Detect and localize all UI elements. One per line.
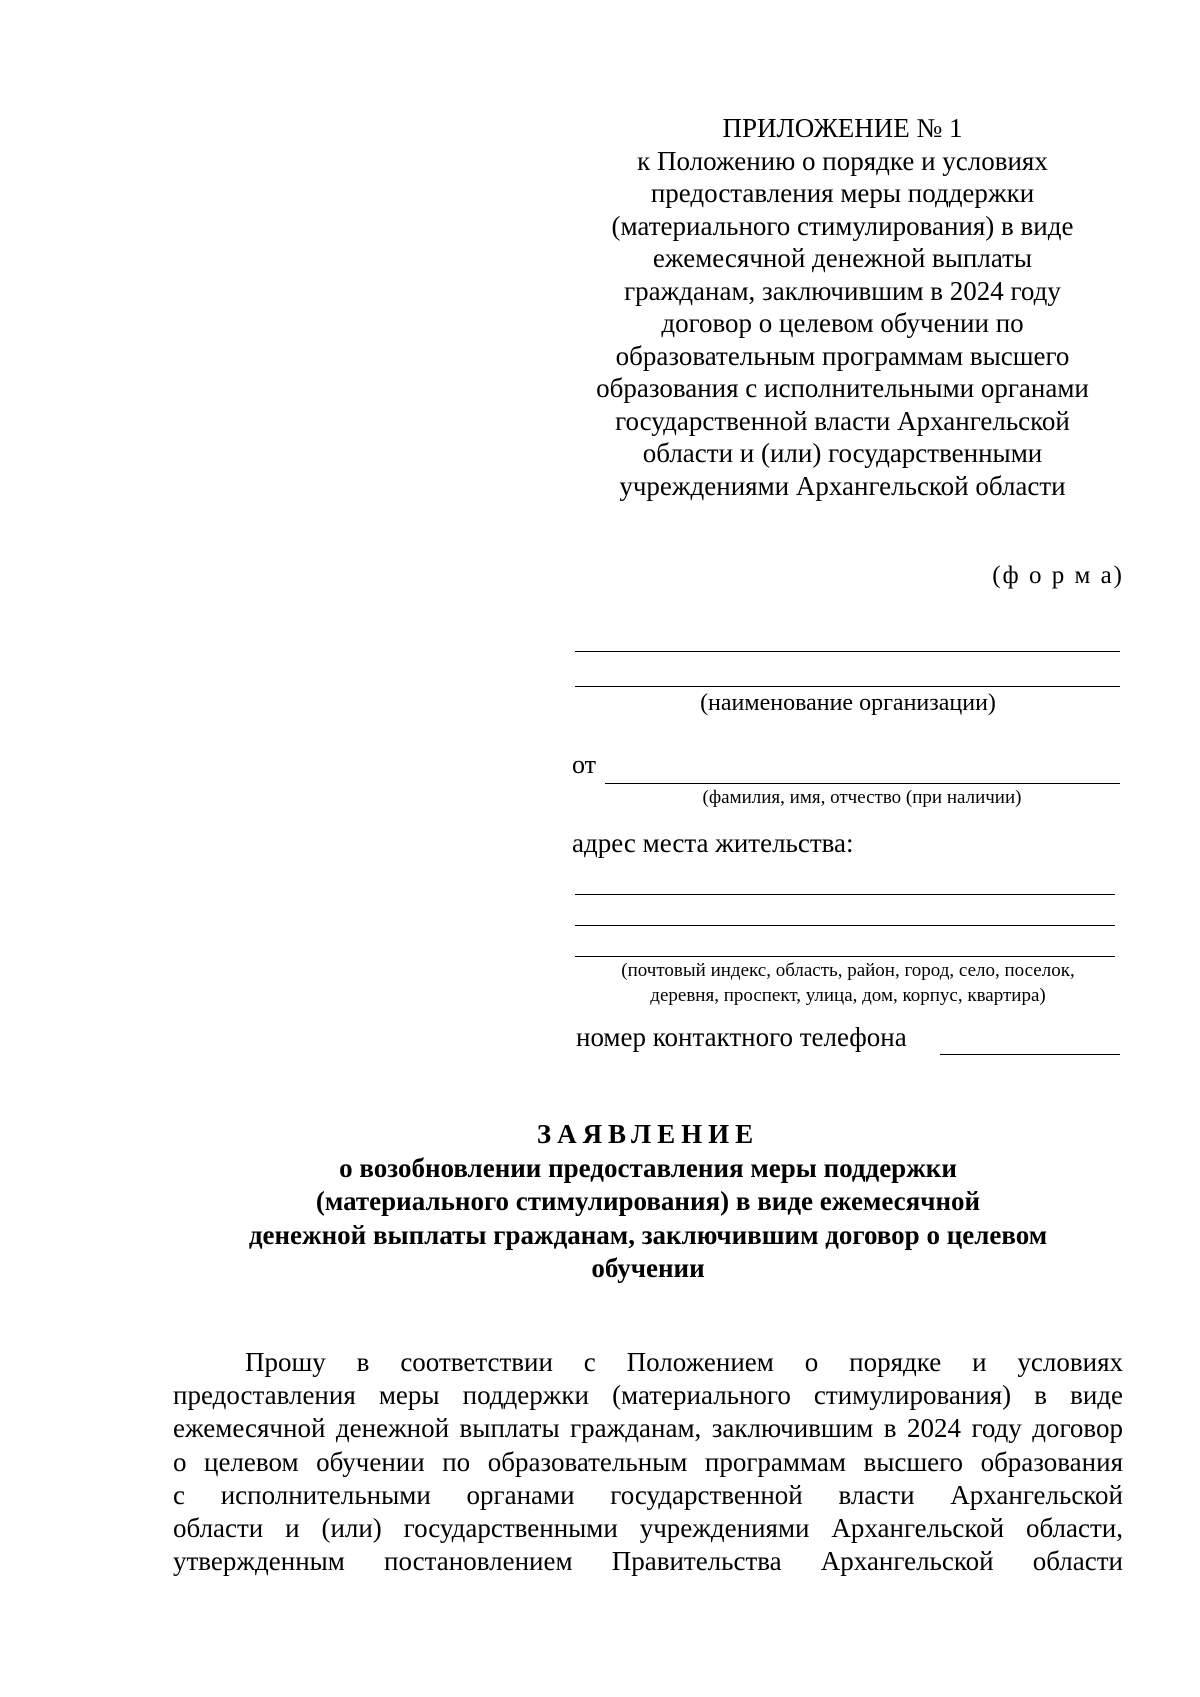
form-label: (ф о р м а) [992, 562, 1124, 589]
fio-line [605, 783, 1120, 784]
address-caption-line: (почтовый индекс, область, район, город, село, поселок, [621, 960, 1075, 981]
body-line: предоставления меры поддержки (материального стимулирования) в виде [173, 1380, 1123, 1411]
title-line: о возобновлении предоставления меры поддержки [339, 1152, 957, 1183]
address-line-3 [575, 956, 1115, 957]
appendix-line: государственной власти Архангельской [615, 405, 1070, 436]
org-name-line-1 [575, 651, 1120, 652]
org-caption: (наименование организации) [700, 690, 996, 716]
body-line: с исполнительными органами государственной власти Архангельской [173, 1479, 1123, 1510]
from-label: от [572, 750, 597, 779]
document-title [173, 1118, 1123, 1286]
appendix-line: договор о целевом обучении по [661, 308, 1024, 338]
body-line: Прошу в соответствии с Положением о порядке и условиях [245, 1347, 1123, 1377]
appendix-line: образования с исполнительными органами [596, 373, 1089, 403]
appendix-line: учреждениями Архангельской области [619, 470, 1066, 501]
body-line: области и (или) государственными учреждениями Архангельской области, [173, 1513, 1123, 1544]
body-line: о целевом обучении по образовательным программам высшего образования [173, 1446, 1123, 1477]
appendix-header [560, 112, 1125, 502]
title-line: обучении [591, 1253, 705, 1283]
appendix-line: области и (или) государственными [642, 438, 1043, 468]
fio-caption: (фамилия, имя, отчество (при наличии) [702, 787, 1022, 808]
body-line: ежемесячной денежной выплаты гражданам, заключившим в 2024 году договор [173, 1413, 1123, 1444]
title-heading: ЗАЯВЛЕНИЕ [536, 1119, 760, 1149]
appendix-line: ПРИЛОЖЕНИЕ № 1 [722, 113, 963, 143]
address-caption-line: деревня, проспект, улица, дом, корпус, квартира) [650, 985, 1046, 1006]
body-paragraph [173, 1346, 1123, 1578]
title-line: (материального стимулирования) в виде ежемесячной [315, 1186, 981, 1216]
phone-label: номер контактного телефона [576, 1022, 907, 1052]
address-caption [572, 958, 1124, 1008]
address-line-1 [575, 894, 1115, 895]
appendix-line: (материального стимулирования) в виде [611, 210, 1074, 241]
body-line: утвержденным постановлением Правительства Архангельской области [173, 1546, 1123, 1577]
appendix-line: к Положению о порядке и условиях [637, 145, 1048, 176]
address-line-2 [575, 925, 1115, 926]
appendix-line: предоставления меры поддержки [650, 178, 1035, 208]
phone-line [940, 1054, 1120, 1055]
appendix-line: образовательным программам высшего [615, 340, 1070, 371]
address-label: адрес места жительства: [572, 828, 854, 858]
title-line: денежной выплаты гражданам, заключившим договор о целевом [248, 1219, 1048, 1250]
appendix-line: ежемесячной денежной выплаты [652, 243, 1033, 273]
appendix-line: гражданам, заключившим в 2024 году [624, 275, 1061, 306]
org-name-line-2 [575, 686, 1120, 687]
